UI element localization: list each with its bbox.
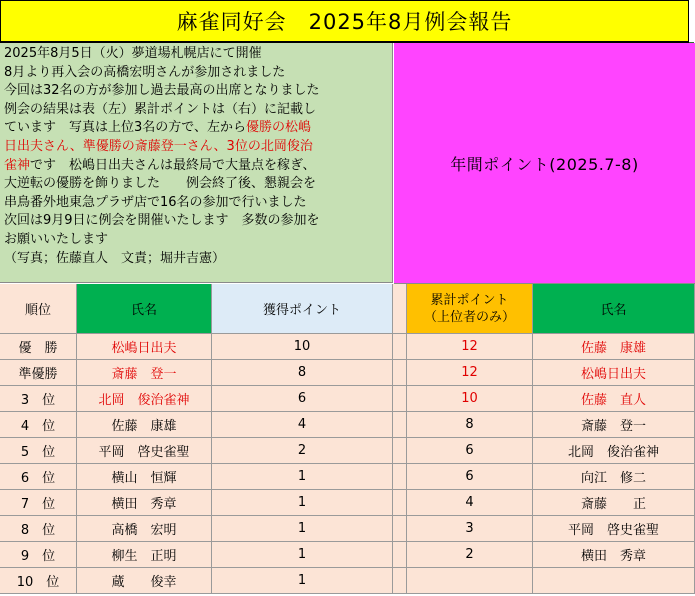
cumulative-name-cell[interactable]: 佐藤 直人 xyxy=(533,386,695,412)
rank-cell[interactable]: 5 位 xyxy=(0,438,77,464)
spacer-cell[interactable] xyxy=(393,516,407,542)
points-cell[interactable]: 8 xyxy=(212,360,393,386)
cumulative-name-cell[interactable]: 平岡 啓史雀聖 xyxy=(533,516,695,542)
player-name-cell[interactable]: 斎藤 登一 xyxy=(77,360,212,386)
player-name-cell[interactable]: 松嶋日出夫 xyxy=(77,334,212,360)
report-line xyxy=(4,157,392,176)
report-line: お願いいたします xyxy=(4,231,109,247)
spacer-cell[interactable] xyxy=(393,360,407,386)
player-name-cell[interactable]: 佐藤 康雄 xyxy=(77,412,212,438)
spacer-cell[interactable] xyxy=(393,464,407,490)
report-text: です 松嶋日出夫さんは最終局で大量点を稼ぎ、 xyxy=(30,157,316,173)
spacer-cell[interactable] xyxy=(393,542,407,568)
spacer-cell[interactable] xyxy=(393,568,407,594)
cumulative-points-cell[interactable]: 4 xyxy=(407,490,533,516)
player-name-cell[interactable]: 横山 恒輝 xyxy=(77,464,212,490)
cumulative-points-cell[interactable]: 6 xyxy=(407,464,533,490)
report-text-box xyxy=(0,43,393,283)
report-title: 麻雀同好会 2025年8月例会報告 xyxy=(0,0,689,43)
cumulative-points-cell[interactable] xyxy=(407,568,533,594)
rank-cell[interactable]: 7 位 xyxy=(0,490,77,516)
player-name-cell[interactable]: 柳生 正明 xyxy=(77,542,212,568)
points-cell[interactable]: 6 xyxy=(212,386,393,412)
cumulative-points-cell[interactable]: 3 xyxy=(407,516,533,542)
report-line: 今回は32名の方が参加し過去最高の出席となりました xyxy=(4,83,320,99)
report-line: 次回は9月9日に例会を開催いたします 多数の参加を xyxy=(4,213,320,229)
points-cell[interactable]: 1 xyxy=(212,516,393,542)
cumulative-points-cell[interactable]: 2 xyxy=(407,542,533,568)
player-name-cell[interactable]: 平岡 啓史雀聖 xyxy=(77,438,212,464)
cumulative-points-cell[interactable]: 6 xyxy=(407,438,533,464)
rank-cell[interactable]: 8 位 xyxy=(0,516,77,542)
cumulative-name-cell[interactable]: 斎藤 正 xyxy=(533,490,695,516)
report-line: 2025年8月5日（火）夢道場札幌店にて開催 xyxy=(4,46,262,61)
rank-cell[interactable]: 9 位 xyxy=(0,542,77,568)
cumulative-header-line1: 累計ポイント xyxy=(430,292,509,308)
player-name-cell[interactable]: 横田 秀章 xyxy=(77,490,212,516)
winners-highlight: 日出夫さん、準優勝の斎藤登一さん、3位の北岡俊治 xyxy=(4,138,313,154)
rank-cell[interactable]: 優 勝 xyxy=(0,334,77,360)
annual-points-label: 年間ポイント(2025.7-8) xyxy=(394,43,695,284)
player-name-cell[interactable]: 蔵 俊幸 xyxy=(77,568,212,594)
cumulative-name-cell[interactable]: 向江 修二 xyxy=(533,464,695,490)
cumulative-name-cell[interactable]: 斎藤 登一 xyxy=(533,412,695,438)
spacer-cell[interactable] xyxy=(393,490,407,516)
name-header[interactable]: 氏名 xyxy=(77,284,212,334)
cumulative-name-cell[interactable]: 北岡 俊治雀神 xyxy=(533,438,695,464)
spacer-cell[interactable] xyxy=(393,284,407,334)
player-name-cell[interactable]: 北岡 俊治雀神 xyxy=(77,386,212,412)
report-line: 串鳥番外地東急プラザ店で16名の参加で行いました xyxy=(4,194,307,210)
report-line: （写真；佐藤直人 文責；堀井吉憲） xyxy=(4,250,226,266)
spacer-cell[interactable] xyxy=(393,438,407,464)
points-cell[interactable]: 1 xyxy=(212,490,393,516)
points-cell[interactable]: 1 xyxy=(212,464,393,490)
rank-cell[interactable]: 10 位 xyxy=(0,568,77,594)
cumulative-name-cell[interactable]: 横田 秀章 xyxy=(533,542,695,568)
points-cell[interactable]: 1 xyxy=(212,542,393,568)
cumulative-header[interactable] xyxy=(407,284,533,334)
cumulative-points-cell[interactable]: 12 xyxy=(407,334,533,360)
cumulative-name-cell[interactable] xyxy=(533,568,695,594)
spacer-cell[interactable] xyxy=(393,386,407,412)
cumulative-header-line2: （上位者のみ） xyxy=(423,309,515,325)
rank-cell[interactable]: 4 位 xyxy=(0,412,77,438)
cumulative-points-cell[interactable]: 8 xyxy=(407,412,533,438)
report-text: ています 写真は上位3名の方で、左から xyxy=(4,120,247,136)
report-line: 例会の結果は表（左）累計ポイントは（右）に記載し xyxy=(4,101,317,117)
rank-cell[interactable]: 6 位 xyxy=(0,464,77,490)
cumulative-name-cell[interactable]: 松嶋日出夫 xyxy=(533,360,695,386)
rank-cell[interactable]: 準優勝 xyxy=(0,360,77,386)
rank-cell[interactable]: 3 位 xyxy=(0,386,77,412)
winners-highlight: 雀神 xyxy=(4,157,31,173)
cumulative-name-header[interactable]: 氏名 xyxy=(533,284,695,334)
winners-highlight: 優勝の松嶋 xyxy=(246,120,312,136)
points-cell[interactable]: 2 xyxy=(212,438,393,464)
rank-header[interactable]: 順位 xyxy=(0,284,77,334)
cumulative-points-cell[interactable]: 10 xyxy=(407,386,533,412)
player-name-cell[interactable]: 高橋 宏明 xyxy=(77,516,212,542)
spacer-cell[interactable] xyxy=(393,334,407,360)
points-header[interactable]: 獲得ポイント xyxy=(212,284,393,334)
points-cell[interactable]: 1 xyxy=(212,568,393,594)
cumulative-points-cell[interactable]: 12 xyxy=(407,360,533,386)
report-line xyxy=(4,119,392,138)
report-line: 8月より再入会の高橋宏明さんが参加されました xyxy=(4,64,286,80)
points-cell[interactable]: 10 xyxy=(212,334,393,360)
points-cell[interactable]: 4 xyxy=(212,412,393,438)
spacer-cell[interactable] xyxy=(393,412,407,438)
report-line: 大逆転の優勝を飾りました 例会終了後、懇親会を xyxy=(4,176,317,192)
cumulative-name-cell[interactable]: 佐藤 康雄 xyxy=(533,334,695,360)
